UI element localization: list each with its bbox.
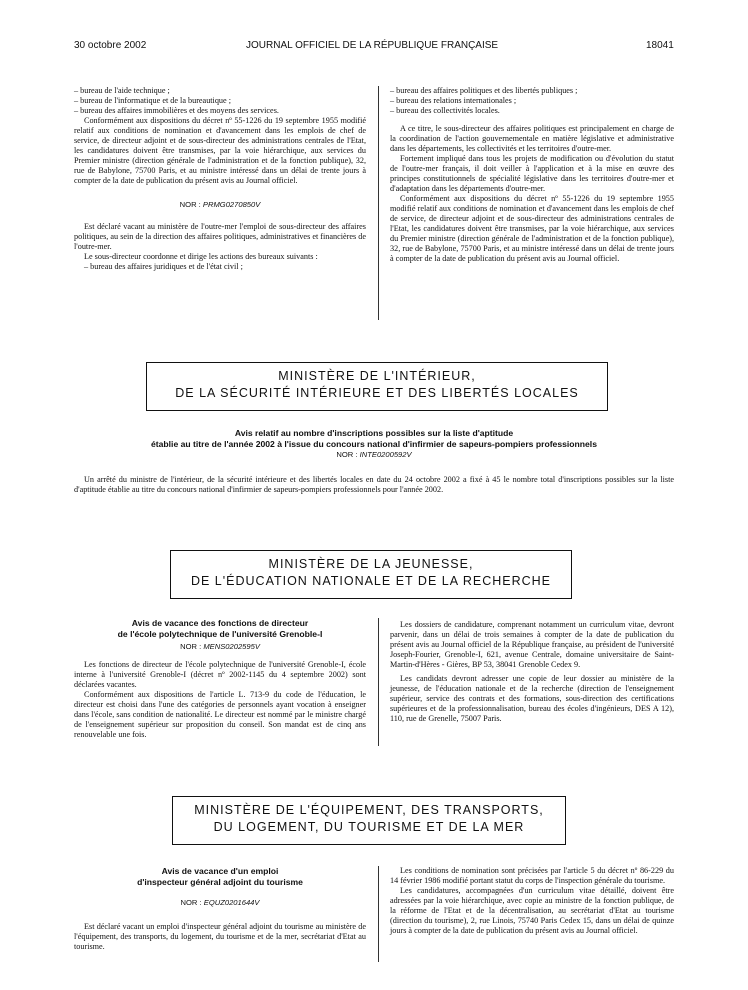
nor-code: PRMG0270850V — [202, 200, 261, 209]
nor-label: NOR : — [180, 642, 202, 651]
ministry-line: MINISTÈRE DE L'INTÉRIEUR, — [278, 369, 476, 383]
column-divider — [378, 866, 379, 962]
ministry-line: DU LOGEMENT, DU TOURISME ET DE LA MER — [213, 820, 525, 834]
title-line: d'inspecteur général adjoint du tourisme — [137, 877, 303, 887]
paragraph: – bureau de l'informatique et de la bureautique ; — [74, 96, 231, 105]
paragraph: – bureau des affaires immobilières et des moyens des services. — [74, 106, 279, 115]
paragraph: Les candidatures, accompagnées d'un curriculum vitae détaillé, doivent être adressées par la voie hiérarchique, avec copie au ministre de la fonction publique, de la réforme de l'Etat et de la décentralisation, au secrétariat d'Etat au tourisme (direction du tourisme), 2, rue Linois, 75740 Paris Cedex 15, dans un délai de quinze jours à compter de la date de publication du présent avis au Journal officiel. — [390, 886, 674, 935]
title-line: Avis de vacance d'un emploi — [161, 866, 279, 876]
paragraph: Les conditions de nomination sont précisées par l'article 5 du décret nº 86-229 du 14 février 1986 modifié portant statut du corps de l'inspection générale du tourisme. — [390, 866, 674, 885]
paragraph: – bureau des relations internationales ; — [390, 96, 517, 105]
ministry-line: DE LA SÉCURITÉ INTÉRIEURE ET DES LIBERTÉS LOCALES — [175, 386, 579, 400]
paragraph: Conformément aux dispositions du décret nº 55-1226 du 19 septembre 1955 modifié relatif aux conditions de nomination et d'avancement dans les emplois de chef de service, de directeur adjoint et de sous-directeur des administrations centrales de l'Etat, les candidatures doivent être transmises, par la voie hiérarchique, aux services du Premier ministre (direction générale de l'administration et de la fonction publique), 32, rue de Babylone, 75700 Paris, et au ministre intéressé dans un délai de trente jours à compter de la date de publication du présent avis au Journal officiel. — [390, 194, 674, 263]
paragraph: – bureau de l'aide technique ; — [74, 86, 170, 95]
nor-label: NOR : — [180, 898, 202, 907]
title-line: de l'école polytechnique de l'université Grenoble-I — [117, 629, 323, 639]
avis-left-column — [74, 866, 366, 952]
ministry-line: MINISTÈRE DE LA JEUNESSE, — [268, 557, 474, 571]
top-right-column — [390, 86, 674, 264]
paragraph: Est déclaré vacant au ministère de l'outre-mer l'emploi de sous-directeur des affaires politiques, au sein de la direction des affaires politiques, administratives et financières de l'outre-mer. — [74, 222, 366, 251]
paragraph: Les candidats devront adresser une copie de leur dossier au ministère de la jeunesse, de l'éducation nationale et de la recherche (direction de l'enseignement supérieur, service des contrats et des formations, sous-direction des certifications supérieures et de la professionnalisation, bureau des écoles d'ingénieurs, DES A 12), 110, rue de Grenelle, 75007 Paris. — [390, 674, 674, 723]
avis-title — [74, 618, 366, 640]
title-line: établie au titre de l'année 2002 à l'issue du concours national d'infirmier de sapeurs-pompiers professionnels — [151, 439, 597, 449]
column-divider — [378, 86, 379, 320]
paragraph: Les fonctions de directeur de l'école polytechnique de l'université Grenoble-I, école interne à l'université Grenoble-I (décret nº 2002-1145 du 4 septembre 2002) sont déclarées vacantes. — [74, 660, 366, 689]
paragraph: Un arrêté du ministre de l'intérieur, de la sécurité intérieure et des libertés locales en date du 24 octobre 2002 a fixé à 45 le nombre total d'inscriptions possibles sur la liste d'aptitude établie au titre du concours national d'infirmier de sapeurs-pompiers professionnels pour l'année 2002. — [74, 475, 674, 494]
nor-label: NOR : — [336, 450, 358, 459]
nor-reference — [74, 642, 366, 652]
title-line: Avis de vacance des fonctions de directeur — [131, 618, 309, 628]
top-left-column — [74, 86, 366, 272]
avis-left-column — [74, 618, 366, 740]
nor-label: NOR : — [179, 200, 201, 209]
header-date: 30 octobre 2002 — [74, 40, 147, 51]
page-number: 18041 — [646, 40, 674, 51]
ministry-heading-interieur — [146, 362, 608, 411]
paragraph: – bureau des affaires politiques et des libertés publiques ; — [390, 86, 578, 95]
ministry-line: MINISTÈRE DE L'ÉQUIPEMENT, DES TRANSPORTS, — [194, 803, 544, 817]
avis-right-column — [390, 620, 674, 724]
avis-title — [74, 866, 366, 888]
nor-code: MENS0202595V — [203, 642, 260, 651]
column-divider — [378, 618, 379, 746]
paragraph: Le sous-directeur coordonne et dirige les actions des bureaux suivants : — [84, 252, 318, 261]
paragraph: Fortement impliqué dans tous les projets de modification ou d'évolution du statut de l'outre-mer français, il doit veiller à l'application et à la mise en œuvre des principes constitutionnels de spécialité législative dans les territoires d'outre-mer et d'adaptation dans les départements d'outre-mer. — [390, 154, 674, 193]
paragraph: Les dossiers de candidature, comprenant notamment un curriculum vitae, devront parvenir, dans un délai de trois semaines à compter de la date de publication du présent avis au Journal officiel de la République française, au président de l'université Joseph-Fourier, Grenoble-I, 621, avenue Centrale, domaine universitaire de Saint-Martin-d'Hères - Gières, BP 53, 38041 Grenoble Cedex 9. — [390, 620, 674, 669]
nor-reference — [60, 450, 688, 459]
avis-text — [74, 475, 674, 495]
nor-reference — [74, 898, 366, 908]
paragraph: Conformément aux dispositions du décret nº 55-1226 du 19 septembre 1955 modifié relatif aux conditions de nomination et d'avancement dans les emplois de chef de service, de directeur adjoint et de sous-directeur des administrations centrales de l'Etat, les candidatures doivent être transmises, par la voie hiérarchique, aux services du Premier ministre (direction générale de l'administration et de la fonction publique), 32, rue de Babylone, 75700 Paris, et au ministre intéressé dans un délai de trente jours à compter de la date de publication du présent avis au Journal officiel. — [74, 116, 366, 185]
paragraph: A ce titre, le sous-directeur des affaires politiques est principalement en charge de la coordination de l'action gouvernementale en matière législative et administrative dans les départements, les collectivités et les territoires d'outre-mer. — [390, 124, 674, 153]
journal-title: JOURNAL OFFICIEL DE LA RÉPUBLIQUE FRANÇAISE — [246, 40, 499, 51]
ministry-heading-equipement — [172, 796, 566, 845]
avis-title — [60, 428, 688, 450]
nor-reference — [74, 200, 366, 210]
paragraph: – bureau des affaires juridiques et de l'état civil ; — [84, 262, 243, 271]
nor-code: INTE0200592V — [359, 450, 412, 459]
paragraph: Conformément aux dispositions de l'article L. 713-9 du code de l'éducation, le directeur est choisi dans l'une des catégories de personnels ayant vocation à enseigner dans l'école, sans condition de nationalité. Le directeur est nommé par le ministre chargé de l'enseignement supérieur sur proposition du conseil. Son mandat est de cinq ans renouvelable une fois. — [74, 690, 366, 739]
ministry-heading-education — [170, 550, 572, 599]
paragraph: Est déclaré vacant un emploi d'inspecteur général adjoint du tourisme au ministère de l'équipement, des transports, du logement, du tourisme et de la mer, secrétariat d'Etat au tourisme. — [74, 922, 366, 951]
avis-right-column — [390, 866, 674, 936]
ministry-line: DE L'ÉDUCATION NATIONALE ET DE LA RECHERCHE — [190, 574, 552, 588]
paragraph: – bureau des collectivités locales. — [390, 106, 500, 115]
nor-code: EQUZ0201644V — [203, 898, 260, 907]
title-line: Avis relatif au nombre d'inscriptions possibles sur la liste d'aptitude — [234, 428, 514, 438]
